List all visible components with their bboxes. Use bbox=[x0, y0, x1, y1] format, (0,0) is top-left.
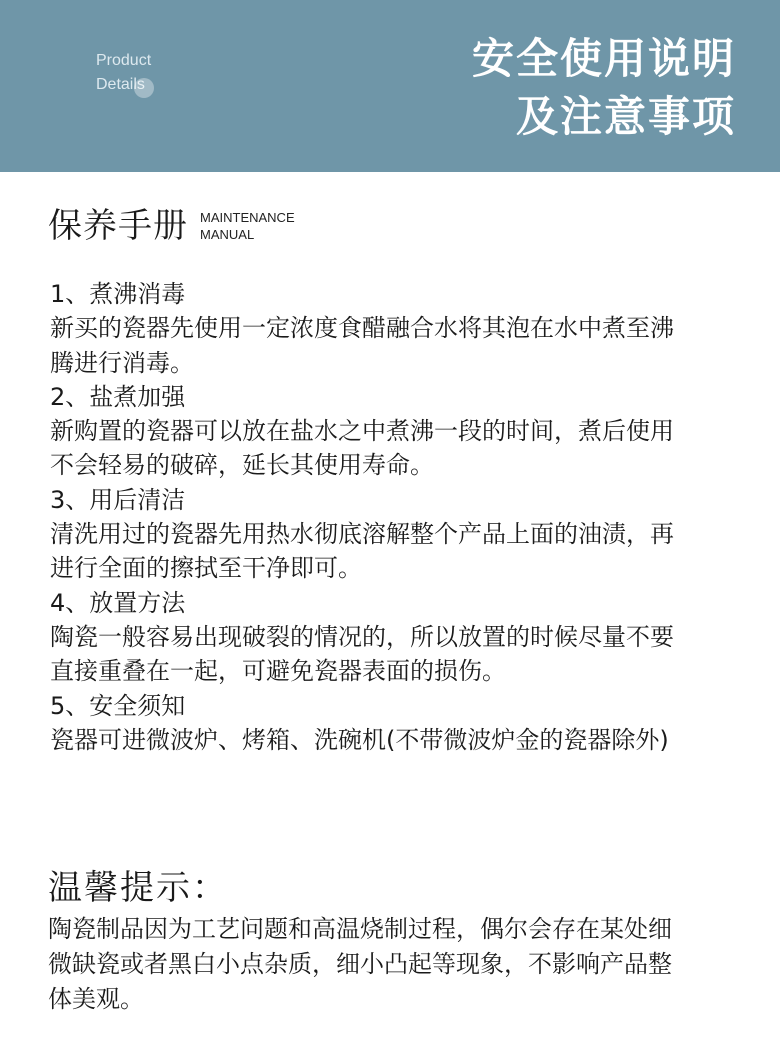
item-text-line: 新购置的瓷器可以放在盐水之中煮沸一段的时间，煮后使用 bbox=[50, 417, 674, 446]
page-title bbox=[472, 30, 736, 146]
item-text-line: 瓷器可进微波炉、烤箱、洗碗机(不带微波炉金的瓷器除外) bbox=[50, 725, 669, 754]
maintenance-title-en-line1: MAINTENANCE bbox=[200, 210, 295, 225]
item-heading: 4、放置方法 bbox=[50, 588, 186, 617]
tips-text-line: 体美观。 bbox=[48, 985, 144, 1013]
item-text-line: 不会轻易的破碎，延长其使用寿命。 bbox=[50, 451, 434, 480]
maintenance-title-en bbox=[200, 209, 295, 243]
circle-decoration-icon bbox=[134, 78, 154, 98]
list-item bbox=[50, 483, 750, 586]
maintenance-title-zh: 保养手册 bbox=[48, 206, 188, 246]
item-text-line: 进行全面的擦拭至干净即可。 bbox=[50, 554, 362, 583]
item-heading: 5、安全须知 bbox=[50, 691, 186, 720]
maintenance-list bbox=[50, 277, 750, 757]
list-item bbox=[50, 689, 750, 758]
item-heading: 2、盐煮加强 bbox=[50, 382, 186, 411]
item-heading: 1、煮沸消毒 bbox=[50, 280, 186, 308]
item-text-line: 新买的瓷器先使用一定浓度食醋融合水将其泡在水中煮至沸 bbox=[50, 314, 674, 343]
product-label-line2: Details bbox=[96, 76, 145, 93]
product-details-label bbox=[96, 49, 151, 97]
list-item bbox=[50, 586, 750, 689]
tips-text-line: 微缺瓷或者黑白小点杂质，细小凸起等现象，不影响产品整 bbox=[48, 950, 672, 978]
list-item bbox=[50, 277, 750, 380]
header-banner bbox=[0, 0, 780, 172]
list-item bbox=[50, 380, 750, 483]
item-text-line: 陶瓷一般容易出现破裂的情况的，所以放置的时候尽量不要 bbox=[50, 622, 674, 651]
item-text-line: 清洗用过的瓷器先用热水彻底溶解整个产品上面的油渍，再 bbox=[50, 520, 674, 549]
item-text-line: 腾进行消毒。 bbox=[50, 348, 194, 377]
product-label-line1: Product bbox=[96, 52, 152, 69]
page-title-line2: 及注意事项 bbox=[515, 92, 736, 141]
item-heading: 3、用后清洁 bbox=[50, 485, 186, 514]
maintenance-heading bbox=[48, 203, 295, 249]
maintenance-title-en-line2: MANUAL bbox=[200, 227, 255, 242]
tips-body bbox=[48, 912, 748, 1017]
tips-text-line: 陶瓷制品因为工艺问题和高温烧制过程，偶尔会存在某处细 bbox=[48, 915, 672, 943]
page-title-line1: 安全使用说明 bbox=[471, 34, 736, 83]
tips-title: 温馨提示： bbox=[48, 868, 228, 908]
item-text-line: 直接重叠在一起，可避免瓷器表面的损伤。 bbox=[50, 657, 506, 686]
